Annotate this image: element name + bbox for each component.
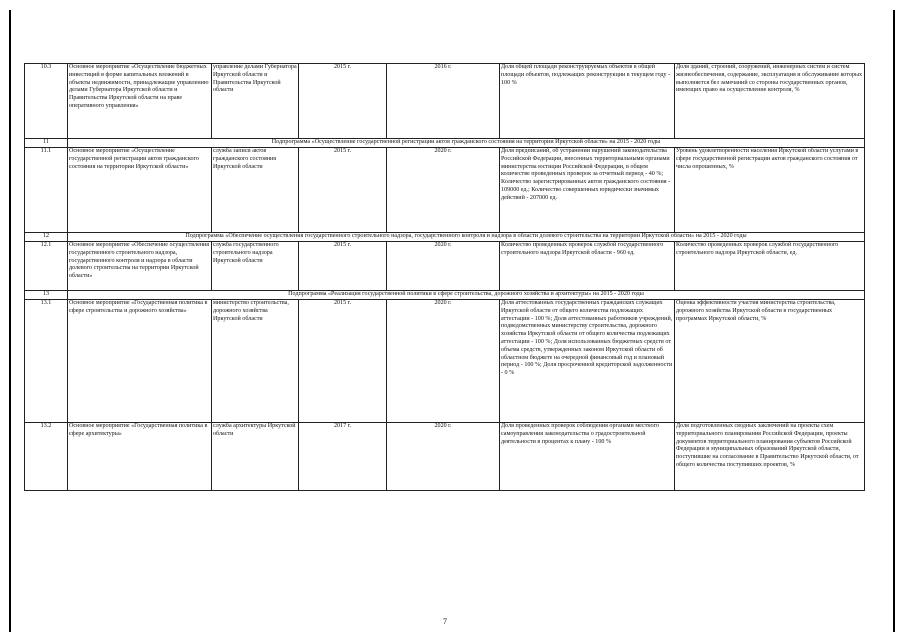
end-year: 2020 г. [387,242,500,291]
table-row [25,423,865,491]
item-number: 12.1 [25,242,68,291]
start-year: 2015 г. [299,64,387,139]
subprogram-number: 11 [25,139,68,148]
executor: служба государственного строительного надзора Иркутской области [212,242,299,291]
event-name: Основное мероприятие «Обеспечение осуществления государственного строительного надзора, государственного контроля и надзора в области долевого строительства на территории Иркутской области» [68,242,212,291]
executor: управление делами Губернатора Иркутской области и Правительства Иркутской области [212,64,299,139]
start-year: 2015 г. [299,242,387,291]
table-row [25,64,865,139]
result-indicator: Количество проведенных проверок службой государственного строительного надзора Иркутской области, ед. [675,242,865,291]
subprogram-number: 12 [25,233,68,242]
subprogram-row [25,139,865,148]
start-year: 2015 г. [299,300,387,423]
event-name: Основное мероприятие «Осуществление бюджетных инвестиций в форме капитальных вложений в объекты недвижимости, принадлежащие управлению делами Губернатора Иркутской области и Правительства Иркутской области на праве оперативного управления» [68,64,212,139]
end-year: 2020 г. [387,148,500,233]
start-year: 2015 г. [299,148,387,233]
subprogram-row [25,233,865,242]
indicator: Доля предписаний, об устранении нарушений законодательства Российской Федерации, внесенных территориальными органами министерства юстиции Российской Федерации, в общем количестве проведенных проверок за отчетный период - 40 %; Количество зарегистрированных актов гражданского состояния - 109000 ед.; Количество совершенных юридически значимых действий - 207000 ед. [500,148,675,233]
result-indicator: Доля подготовленных сводных заключений на проекты схем территориального планирования Российской Федерации, проекты документов территориального планирования субъектов Российской Федерации и муниципальных образований Иркутской области, поступившие на согласование в Правительство Иркутской области, от общего количества поступивших проектов, % [675,423,865,491]
event-name: Основное мероприятие «Государственная политика в сфере архитектуры» [68,423,212,491]
subprogram-title: Подпрограмма «Осуществление государственной регистрации актов гражданского состояния на территории Иркутской области» на 2015 - 2020 годы [68,139,865,148]
indicator: Количество проведенных проверок службой государственного строительного надзора Иркутской области - 960 ед. [500,242,675,291]
subprogram-number: 13 [25,291,68,300]
item-number: 13.1 [25,300,68,423]
end-year: 2020 г. [387,423,500,491]
page-number: 7 [443,617,447,626]
program-table-body [25,64,865,491]
executor: служба записи актов гражданского состояния Иркутской области [212,148,299,233]
end-year: 2020 г. [387,300,500,423]
indicator: Доля аттестованных государственных гражданских служащих Иркутской области от общего количества подлежащих аттестации - 100 %; Доля аттестованных работников учреждений, подведомственных министерству строительства, дорожного хозяйства Иркутской области от общего количества подлежащих аттестации - 100 %; Доля использованных бюджетных средств от объема средств, утвержденных законом Иркутской области об областном бюджете на очередной финансовый год и плановый период - 100 %; Доля просроченной кредиторской задолженности - 0 % [500,300,675,423]
subprogram-title: Подпрограмма «Реализация государственной политики в сфере строительства, дорожного хозяйства и архитектуры» на 2015 - 2020 годы [68,291,865,300]
indicator: Доля проведенных проверок соблюдения органами местного самоуправления законодательства о градостроительной деятельности в процентах к плану - 100 % [500,423,675,491]
table-row [25,300,865,423]
item-number: 10.3 [25,64,68,139]
indicator: Доля общей площади реконструируемых объектов в общей площади объектов, подлежащих реконструкции в текущем году - 100 % [500,64,675,139]
page-border-right [893,10,895,632]
subprogram-title: Подпрограмма «Обеспечение осуществления государственного строительного надзора, государственного контроля и надзора в области долевого строительства на территории Иркутской области» на 2015 - 2020 годы [68,233,865,242]
result-indicator: Доля зданий, строений, сооружений, инженерных систем и систем жизнеобеспечения, содержание, эксплуатация и обслуживание которых выполняется без замечаний со стороны государственных органов, имеющих право на осуществление контроля, % [675,64,865,139]
page-border-left [9,10,11,632]
event-name: Основное мероприятие «Государственная политика в сфере строительства и дорожного хозяйства» [68,300,212,423]
result-indicator: Уровень удовлетворенности населения Иркутской области услугами в сфере государственной регистрации актов гражданского состояния от числа опрошенных, % [675,148,865,233]
end-year: 2016 г. [387,64,500,139]
executor: служба архитектуры Иркутской области [212,423,299,491]
event-name: Основное мероприятие «Осуществление государственной регистрации актов гражданского состояния на территории Иркутской области» [68,148,212,233]
program-table [24,63,865,491]
start-year: 2017 г. [299,423,387,491]
result-indicator: Оценка эффективности участия министерства строительства, дорожного хозяйства Иркутской области в государственных программах Иркутской области, % [675,300,865,423]
table-row [25,242,865,291]
executor: министерство строительства, дорожного хозяйства Иркутской области [212,300,299,423]
item-number: 11.1 [25,148,68,233]
item-number: 13.2 [25,423,68,491]
subprogram-row [25,291,865,300]
table-row [25,148,865,233]
